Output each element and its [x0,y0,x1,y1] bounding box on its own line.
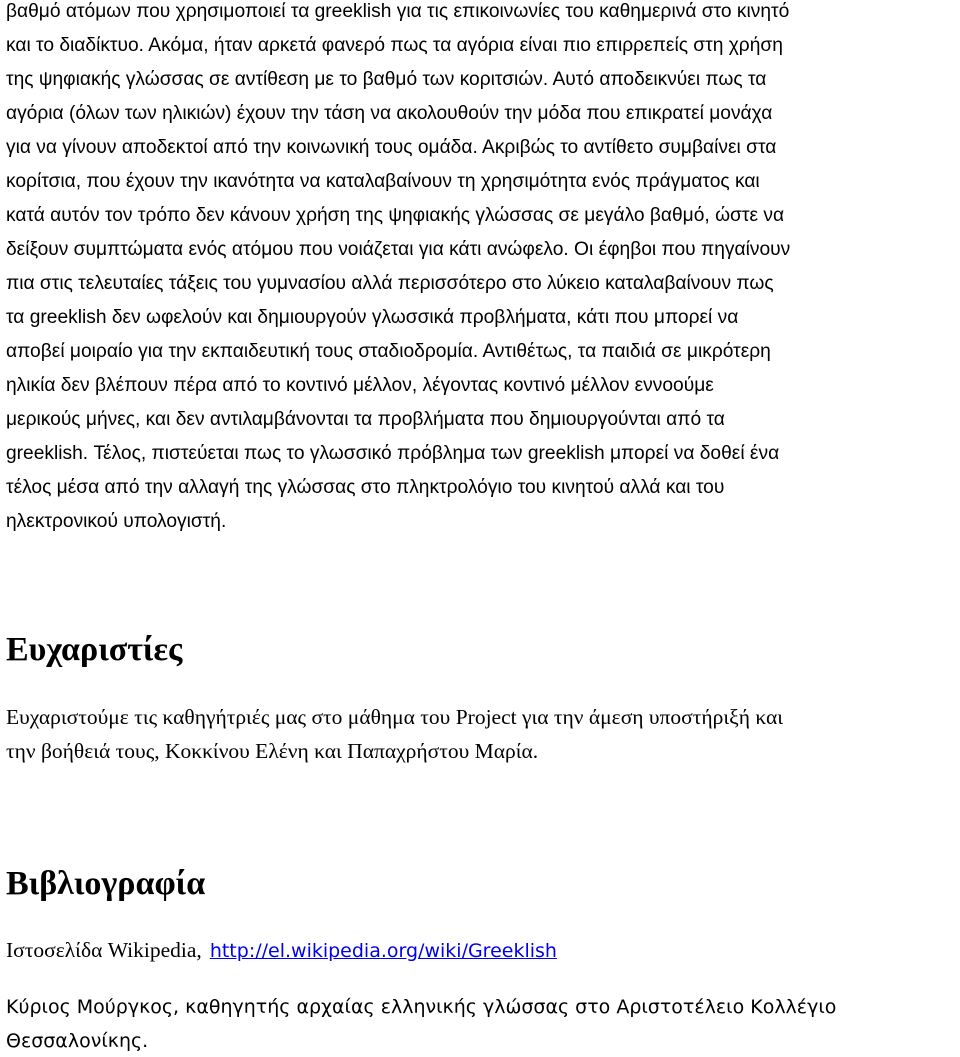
acknowledgements-line: Ευχαριστούμε τις καθηγήτριές μας στο μάθημα του Project για την άμεση υποστήριξή και [6,705,784,729]
body-line: τέλος μέσα από την αλλαγή της γλώσσας στο πληκτρολόγιο του κινητού αλλά και του [6,477,725,498]
body-line: αγόρια (όλων των ηλικιών) έχουν την τάση να ακολουθούν την μόδα που επικρατεί μονάχα [6,103,773,124]
body-line: για να γίνουν αποδεκτοί από την κοινωνική τους ομάδα. Ακριβώς το αντίθετο συμβαίνει στα [6,137,777,158]
body-line: κορίτσια, που έχουν την ικανότητα να καταλαβαίνουν τη χρησιμότητα ενός πράγματος και [6,171,760,192]
body-line: greeklish. Τέλος, πιστεύεται πως το γλωσσικό πρόβλημα των greeklish μπορεί να δοθεί ένα [6,443,780,464]
bibliography-source-line: Θεσσαλονίκης. [6,1030,149,1052]
body-line: ηλικία δεν βλέπουν πέρα από το κοντινό μέλλον, λέγοντας κοντινό μέλλον εννοούμε [6,375,714,396]
body-line: δείξουν συμπτώματα ενός ατόμου που νοιάζεται για κάτι ανώφελο. Οι έφηβοι που πηγαίνουν [6,239,791,260]
body-line: της ψηφιακής γλώσσας σε αντίθεση με το βαθμό των κοριτσιών. Αυτό αποδεικνύει πως τα [6,69,767,90]
wiki-label: Ιστοσελίδα Wikipedia, [6,938,202,962]
acknowledgements-line: την βοήθειά τους, Κοκκίνου Ελένη και Παπαχρήστου Μαρία. [6,739,539,763]
acknowledgements-heading: Ευχαριστίες [6,631,183,668]
bibliography-source-line: Κύριος Μούργκος, καθηγητής αρχαίας ελληνικής γλώσσας στο Αριστοτέλειο Κολλέγιο [6,996,837,1018]
body-line: κατά αυτόν τον τρόπο δεν κάνουν χρήση της ψηφιακής γλώσσας σε μεγάλο βαθμό, ώστε να [6,205,785,226]
body-line: και το διαδίκτυο. Ακόμα, ήταν αρκετά φανερό πως τα αγόρια είναι πιο επιρρεπείς στη χρήση [6,35,783,56]
body-line: αποβεί μοιραίο για την εκπαιδευτική τους σταδιοδρομία. Αντιθέτως, τα παιδιά σε μικρότερη [6,341,771,362]
body-line: βαθμό ατόμων που χρησιμοποιεί τα greeklish για τις επικοινωνίες του καθημερινά στο κινητό [6,1,790,22]
body-line: πια στις τελευταίες τάξεις του γυμνασίου αλλά περισσότερο στο λύκειο καταλαβαίνουν πως [6,273,774,294]
wikipedia-link[interactable]: http://el.wikipedia.org/wiki/Greeklish [209,940,557,962]
body-line: ηλεκτρονικού υπολογιστή. [6,511,227,532]
body-line: μερικούς μήνες, και δεν αντιλαμβάνονται τα προβλήματα που δημιουργούνται από τα [6,409,725,430]
bibliography-heading: Βιβλιογραφία [6,865,206,902]
body-line: τα greeklish δεν ωφελούν και δημιουργούν γλωσσικά προβλήματα, κάτι που μπορεί να [6,307,739,328]
bibliography-wiki-entry [6,937,557,964]
